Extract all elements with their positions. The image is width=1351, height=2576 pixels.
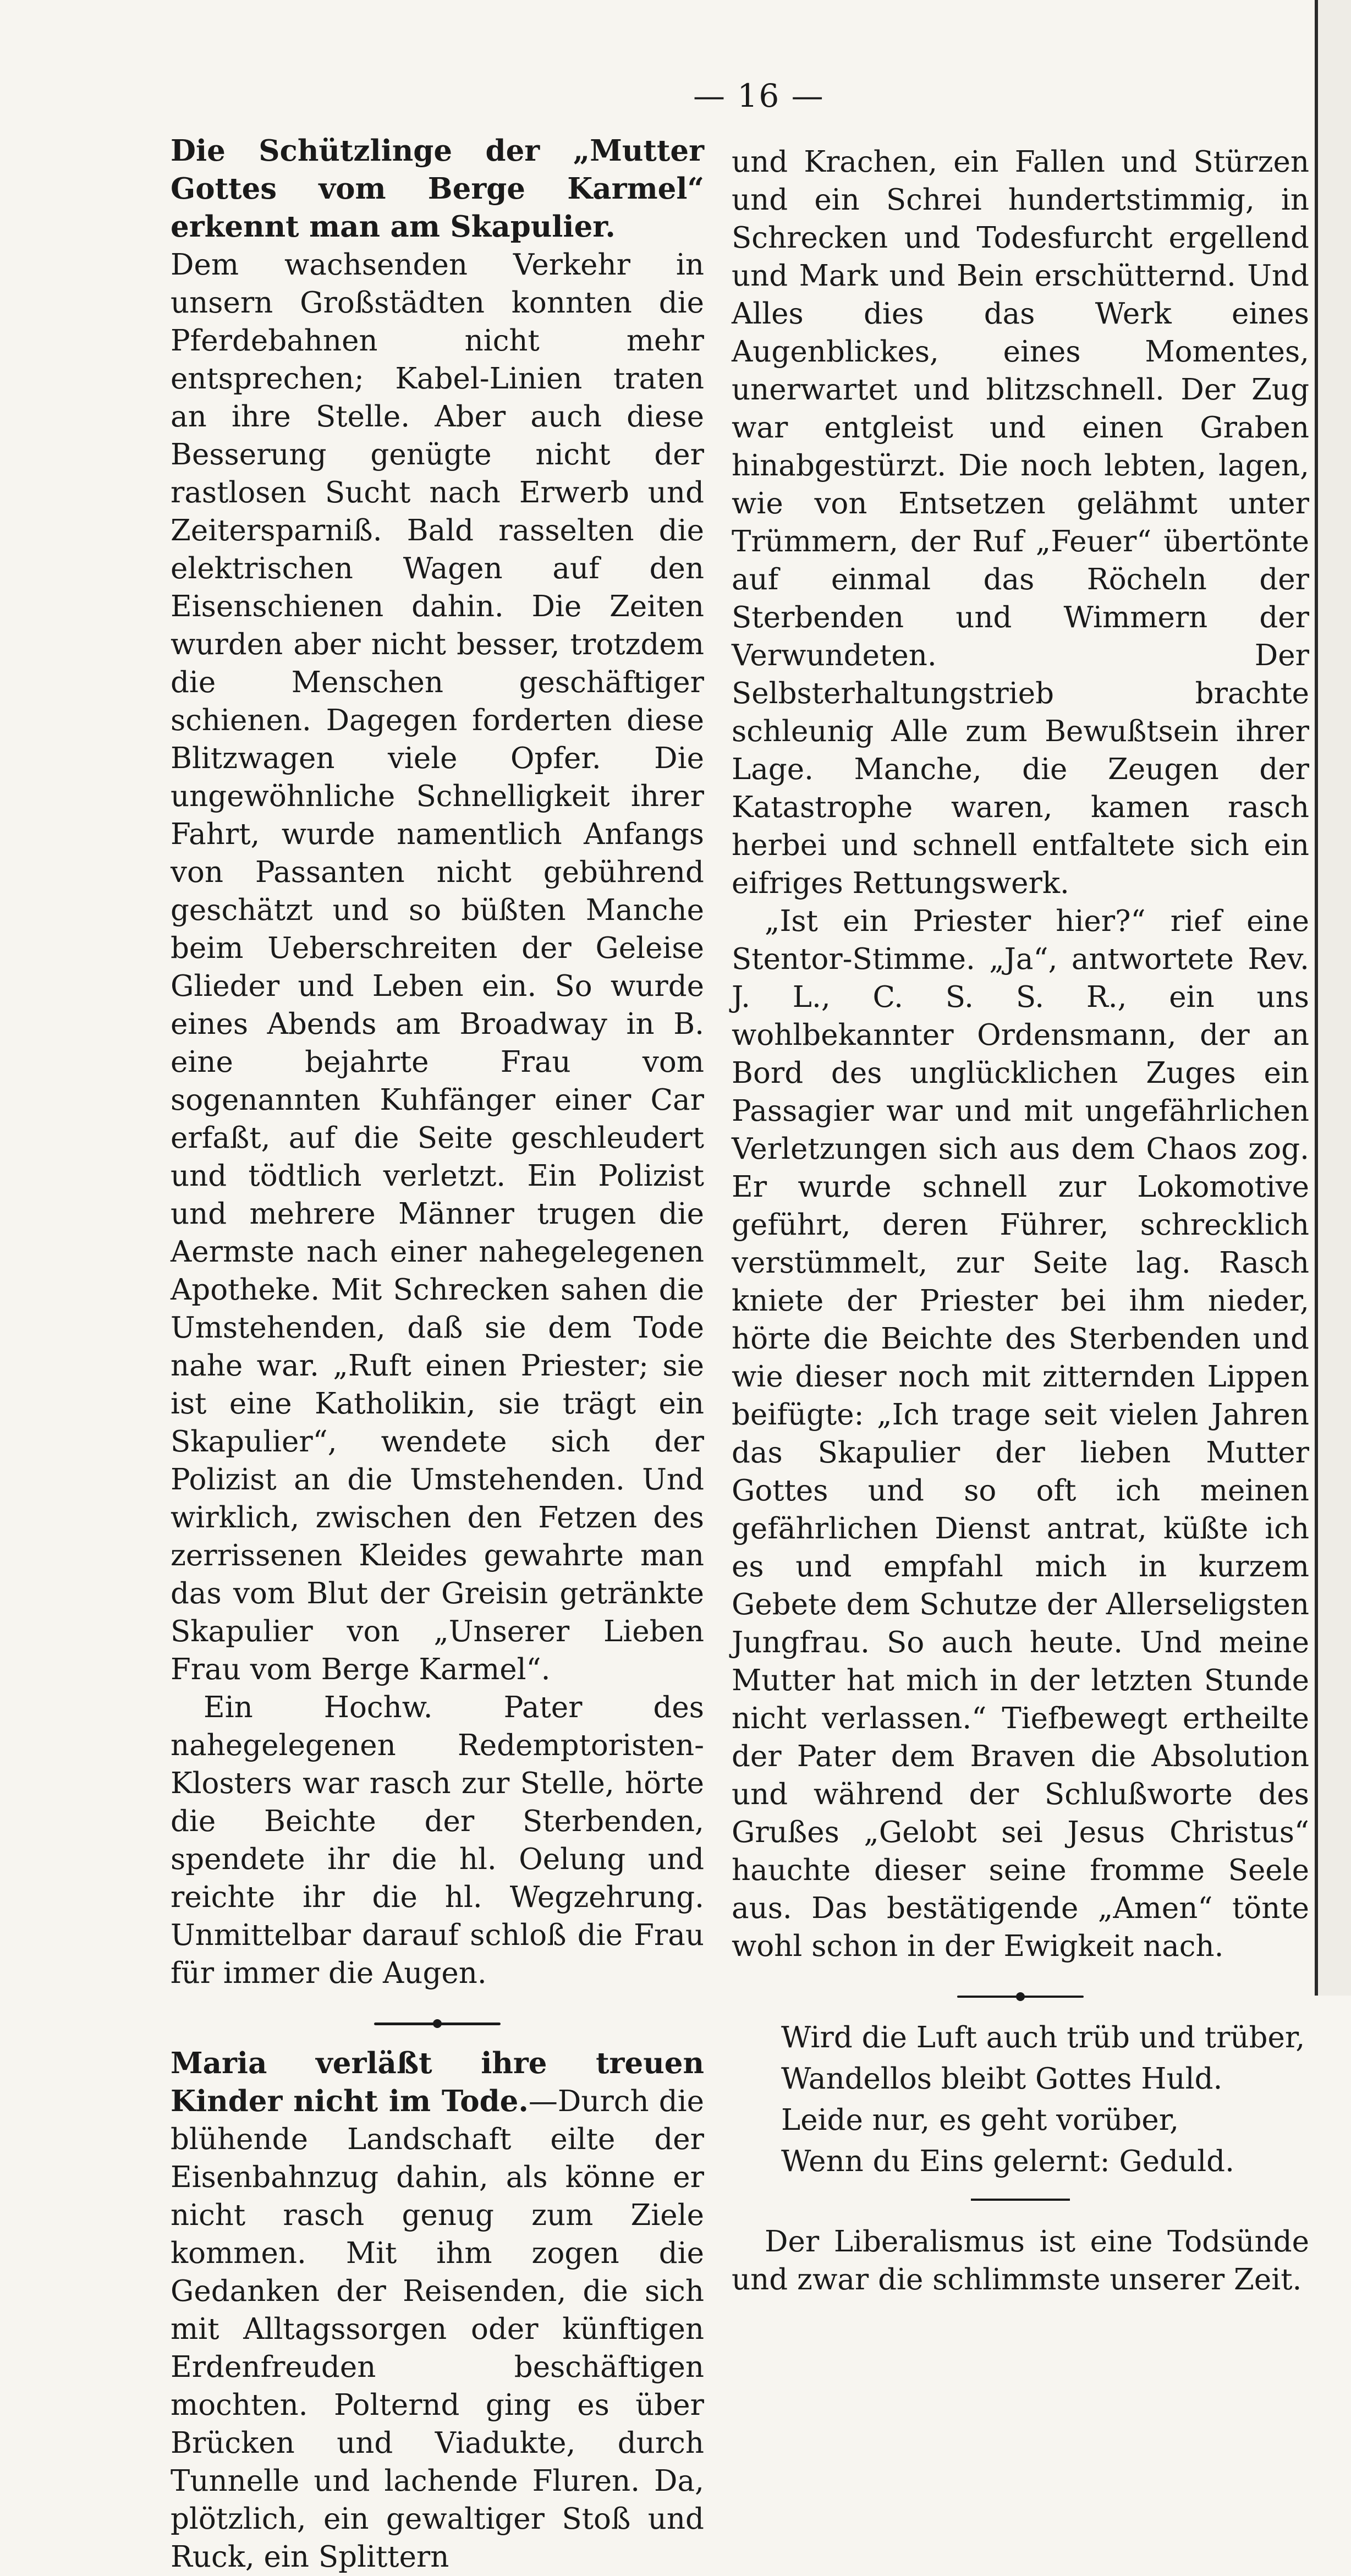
article-paragraph: Ein Hochw. Pater des nahegelegenen Redemptoristen-Klosters war rasch zur Stelle, hörte die Beichte der Sterbenden, spendete ihr die hl. Oelung und reichte ihr die hl. Wegzehrung. Unmittelbar darauf schloß die Frau für immer die Augen. [171,1691,704,1990]
article-heading-maria: Maria verläßt ihre treuen Kinder nicht im Tode. [171,2046,704,2118]
page-number: — 16 — [693,77,825,114]
article-paragraph [171,2045,704,2576]
poem [781,2017,1309,2182]
left-column [171,132,704,2576]
article-paragraph: „Ist ein Priester hier?“ rief eine Stentor-Stimme. „Ja“, antwortete Rev. J. L., C. S. S. R., ein uns wohlbekannter Ordensmann, der an Bord des unglücklichen Zuges ein Passagier war und mit ungefährlichen Verletzungen sich aus dem Chaos zog. Er wurde schnell zur Lokomotive geführt, deren Führer, schrecklich verstümmelt, zur Seite lag. Rasch kniete der Priester bei ihm nieder, hörte die Beichte des Sterbenden und wie dieser noch mit zitternden Lippen beifügte: „Ich trage seit vielen Jahren das Skapulier der lieben Mutter Gottes und so oft ich meinen gefährlichen Dienst antrat, küßte ich es und empfahl mich in kurzem Gebete dem Schutze der Allerseligsten Jungfrau. So auch heute. Und meine Mutter hat mich in der letzten Stunde nicht verlassen.“ Tiefbewegt ertheilte der Pater dem Braven die Absolution und während der Schlußworte des Grußes „Gelobt sei Jesus Christus“ hauchte dieser seine fromme Seele aus. Das bestätigende „Amen“ tönte wohl schon in der Ewigkeit nach. [732,905,1309,1963]
article-paragraph: Dem wachsenden Verkehr in unsern Großstädten konnten die Pferdebahnen nicht mehr entsprechen; Kabel-Linien traten an ihre Stelle. Aber auch diese Besserung genügte nicht der rastlosen Sucht nach Erwerb und Zeitersparniß. Bald rasselten die elektrischen Wagen auf den Eisenschienen dahin. Die Zeiten wurden aber nicht besser, trotzdem die Menschen geschäftiger schienen. Dagegen forderten diese Blitzwagen viele Opfer. Die ungewöhnliche Schnelligkeit ihrer Fahrt, wurde namentlich Anfangs von Passanten nicht gebührend geschätzt und so büßten Manche beim Ueberschreiten der Geleise Glieder und Leben ein. So wurde eines Abends am Broadway in B. eine bejahrte Frau vom sogenannten Kuhfänger einer Car erfaßt, auf die Seite geschleudert und tödtlich verletzt. Ein Polizist und mehrere Männer trugen die Aermste nach einer nahegelegenen Apotheke. Mit Schrecken sahen die Umstehenden, daß sie dem Tode nahe war. „Ruft einen Priester; sie ist eine Katholikin, sie trägt ein Skapulier“, wendete sich der Polizist an die Umstehenden. Und wirklich, zwischen den Fetzen des zerrissenen Kleides gewahrte man das vom Blut der Greisin getränkte Skapulier von „Unserer Lieben Frau vom Berge Karmel“. [171,248,704,1686]
page-edge-margin [1315,0,1351,1996]
section-divider [374,2023,501,2025]
section-divider [957,1996,1084,1998]
closing-sentence: Der Liberalismus ist eine Todsünde und zwar die schlimmste unserer Zeit. [732,2225,1309,2297]
article-paragraph: und Krachen, ein Fallen und Stürzen und ein Schrei hundertstimmig, in Schrecken und Todesfurcht ergellend und Mark und Bein erschütternd. Und Alles dies das Werk eines Augenblickes, eines Momentes, unerwartet und blitzschnell. Der Zug war entgleist und einen Graben hinabgestürzt. Die noch lebten, lagen, wie von Entsetzen gelähmt unter Trümmern, der Ruf „Feuer“ übertönte auf einmal das Röcheln der Sterbenden und Wimmern der Verwundeten. Der Selbsterhaltungstrieb brachte schleunig Alle zum Bewußtsein ihrer Lage. Manche, die Zeugen der Katastrophe waren, kamen rasch herbei und schnell entfaltete sich ein eifriges Rettungswerk. [732,145,1309,900]
poem-line: Wenn du Eins gelernt: Geduld. [781,2145,1234,2178]
poem-line: Leide nur, es geht vorüber, [781,2103,1179,2137]
article-heading-scapular: Die Schützlinge der „Mutter Gottes vom Berge Karmel“ erkennt man am Skapulier. [171,134,704,244]
right-column [732,143,1309,2299]
poem-line: Wird die Luft auch trüb und trüber, [781,2021,1305,2054]
divider-rule [971,2199,1070,2201]
article-text: —Durch die blühende Landschaft eilte der Eisenbahnzug dahin, als könne er nicht rasch genug zum Ziele kommen. Mit ihm zogen die Gedanken der Reisenden, die sich mit Alltagssorgen oder künftigen Erdenfreuden beschäftigen mochten. Polternd ging es über Brücken und Viadukte, durch Tunnelle und lachende Fluren. Da, plötzlich, ein gewaltiger Stoß und Ruck, ein Splittern [171,2085,704,2574]
poem-line: Wandellos bleibt Gottes Huld. [781,2062,1223,2096]
